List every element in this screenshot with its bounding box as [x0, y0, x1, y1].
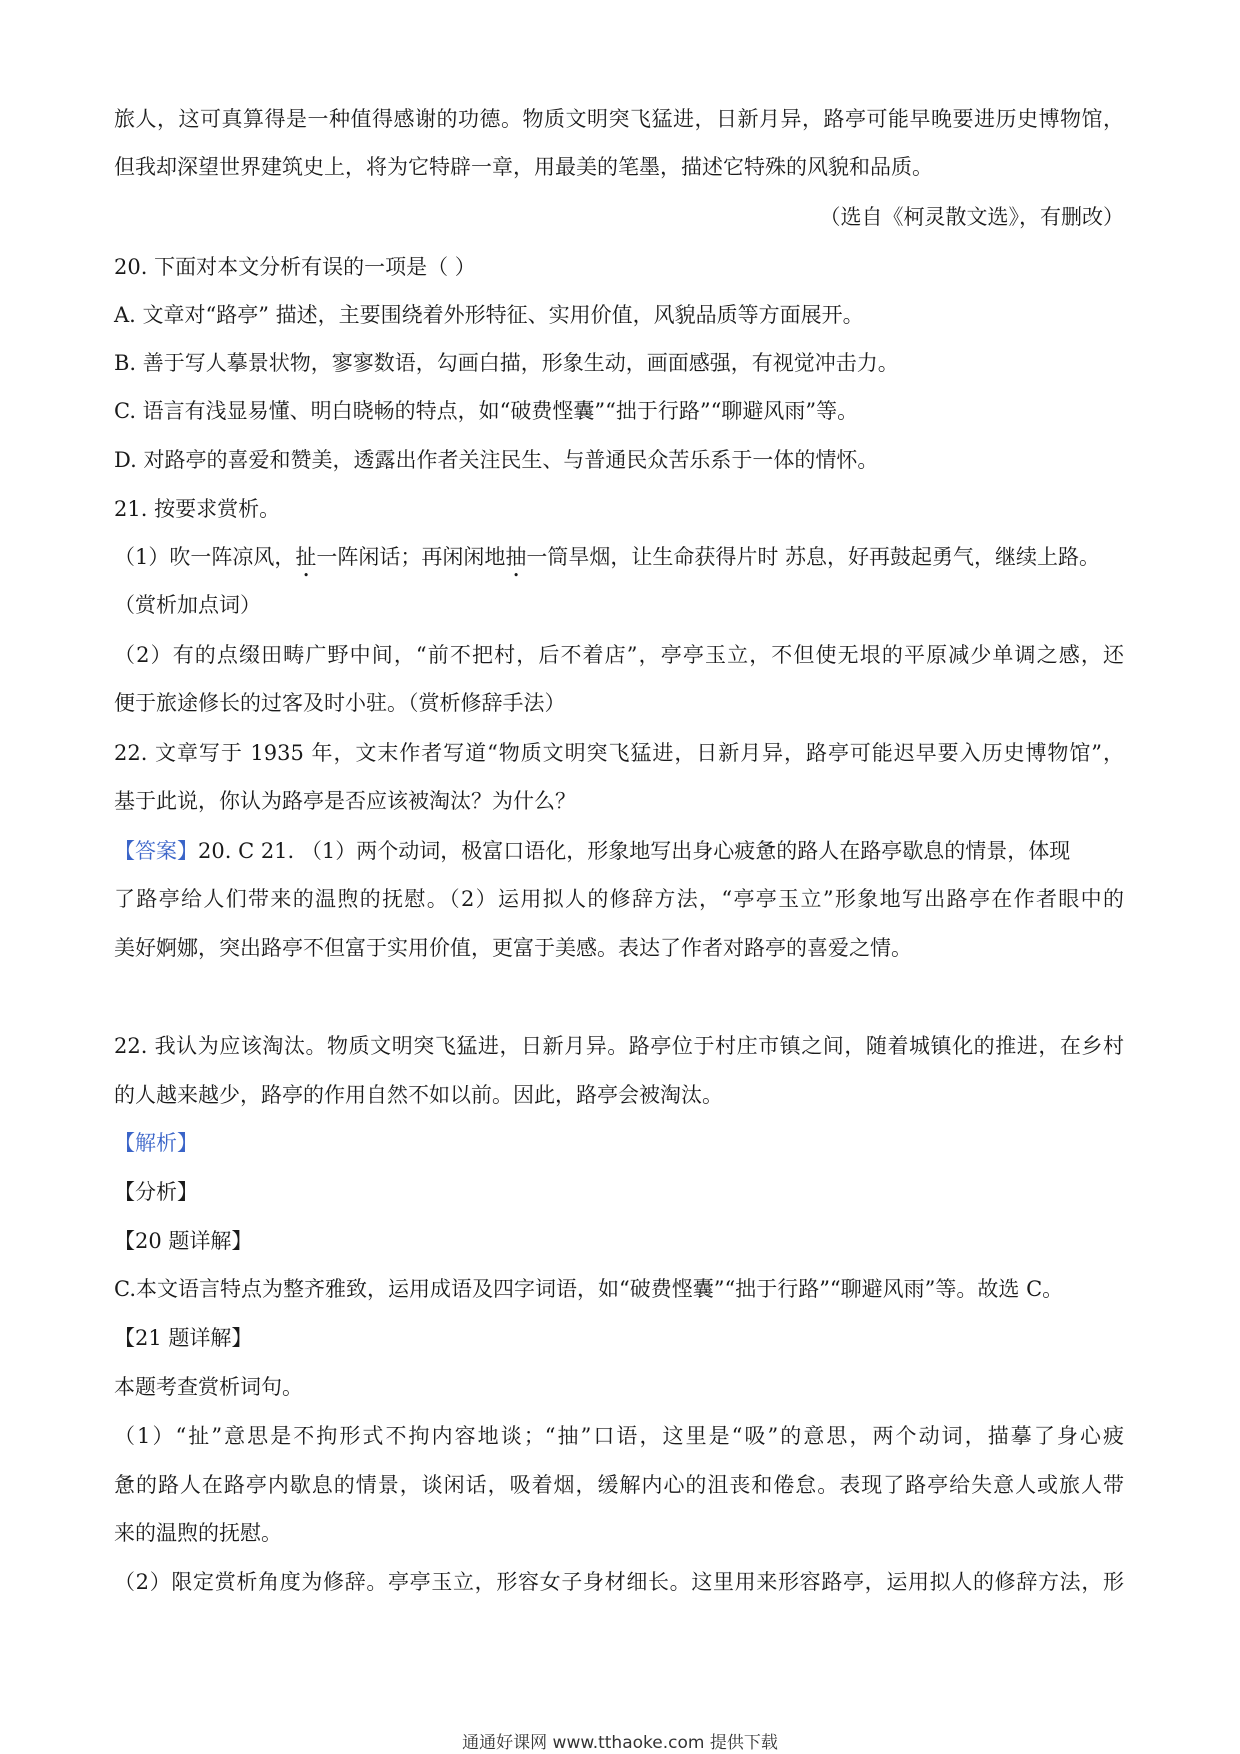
- passage-line-1: 旅人，这可真算得是一种值得感谢的功德。物质文明突飞猛进，日新月异，路亭可能早晚要进历史博物馆，: [114, 107, 1124, 131]
- analysis-q20-heading: 【20 题详解】: [114, 1229, 253, 1253]
- q21-stem: 21. 按要求赏析。: [114, 497, 281, 521]
- answer-line-3: 美好婀娜，突出路亭不但富于实用价值，更富于美感。表达了作者对路亭的喜爱之情。: [114, 936, 912, 960]
- answer-tag: 【答案】: [114, 839, 198, 863]
- q21-part2-line-2: 便于旅途修长的过客及时小驻。（赏析修辞手法）: [114, 691, 566, 715]
- q21-part1-a: （1）吹一阵凉风，: [114, 545, 296, 569]
- dotted-word-che: 扯: [295, 545, 317, 569]
- answer-line-1: [114, 836, 1124, 866]
- answer-q22-line-2: 的人越来越少，路亭的作用自然不如以前。因此，路亭会被淘汰。: [114, 1083, 723, 1107]
- q20-option-a: A. 文章对“路亭” 描述，主要围绕着外形特征、实用价值，风貌品质等方面展开。: [114, 303, 864, 327]
- q20-option-c: C. 语言有浅显易懂、明白晓畅的特点，如“破费悭囊”“拙于行路”“聊避风雨”等。: [114, 399, 859, 423]
- analysis-q21-heading: 【21 题详解】: [114, 1326, 253, 1350]
- q20-option-b: B. 善于写人摹景状物，寥寥数语，勾画白描，形象生动，画面感强，有视觉冲击力。: [114, 351, 899, 375]
- passage-source: （选自《柯灵散文选》，有删改）: [819, 205, 1124, 229]
- passage-line-2: 但我却深望世界建筑史上，将为它特辟一章，用最美的笔墨，描述它特殊的风貌和品质。: [114, 155, 933, 179]
- q21-part2-line-1: （2）有的点缀田畴广野中间，“前不把村，后不着店”，亭亭玉立，不但使无垠的平原减少单调之感，还: [114, 643, 1124, 667]
- analysis-q21-intro: 本题考查赏析词句。: [114, 1375, 303, 1399]
- analysis-q21-part1-line-2: 惫的路人在路亭内歇息的情景，谈闲话，吸着烟，缓解内心的沮丧和倦怠。表现了路亭给失意人或旅人带: [114, 1473, 1124, 1497]
- analysis-q21-part1-line-3: 来的温煦的抚慰。: [114, 1521, 282, 1545]
- answer-line-1-text: 20. C 21. （1）两个动词，极富口语化，形象地写出身心疲惫的路人在路亭歇息的情景，体现: [198, 839, 1071, 863]
- q22-line-1: 22. 文章写于 1935 年，文末作者写道“物质文明突飞猛进，日新月异，路亭可能迟早要入历史博物馆”，: [114, 741, 1124, 765]
- q21-part1: [114, 542, 1124, 582]
- q20-option-d: D. 对路亭的喜爱和赞美，透露出作者关注民生、与普通民众苦乐系于一体的情怀。: [114, 448, 879, 472]
- dotted-word-chou: 抽: [505, 545, 527, 569]
- page-footer: 通通好课网 www.tthaoke.com 提供下载: [462, 1733, 778, 1753]
- analysis-q21-part1-line-1: （1）“扯”意思是不拘形式不拘内容地谈；“抽”口语，这里是“吸”的意思，两个动词，描摹了身心疲: [114, 1424, 1124, 1448]
- q20-stem: 20. 下面对本文分析有误的一项是（ ）: [114, 255, 476, 279]
- analysis-fenxi: 【分析】: [114, 1180, 198, 1204]
- analysis-q21-part2-line-1: （2）限定赏析角度为修辞。亭亭玉立，形容女子身材细长。这里用来形容路亭，运用拟人的修辞方法，形: [114, 1570, 1124, 1594]
- answer-line-2: 了路亭给人们带来的温煦的抚慰。（2）运用拟人的修辞方法，“亭亭玉立”形象地写出路亭在作者眼中的: [114, 887, 1124, 911]
- q21-part1-b: 一阵闲话；再闲闲地: [316, 545, 506, 569]
- q21-part1-c: 一筒旱烟，让生命获得片时 苏息，好再鼓起勇气，继续上路。: [526, 545, 1101, 569]
- analysis-tag: 【解析】: [114, 1131, 198, 1155]
- q21-part1-note: （赏析加点词）: [114, 593, 261, 617]
- q22-line-2: 基于此说，你认为路亭是否应该被淘汰？为什么？: [114, 789, 576, 813]
- analysis-q20-detail: C.本文语言特点为整齐雅致，运用成语及四字词语，如“破费悭囊”“拙于行路”“聊避风雨”等。故选 C。: [114, 1277, 1064, 1301]
- answer-q22-line-1: 22. 我认为应该淘汰。物质文明突飞猛进，日新月异。路亭位于村庄市镇之间，随着城镇化的推进，在乡村: [114, 1034, 1124, 1058]
